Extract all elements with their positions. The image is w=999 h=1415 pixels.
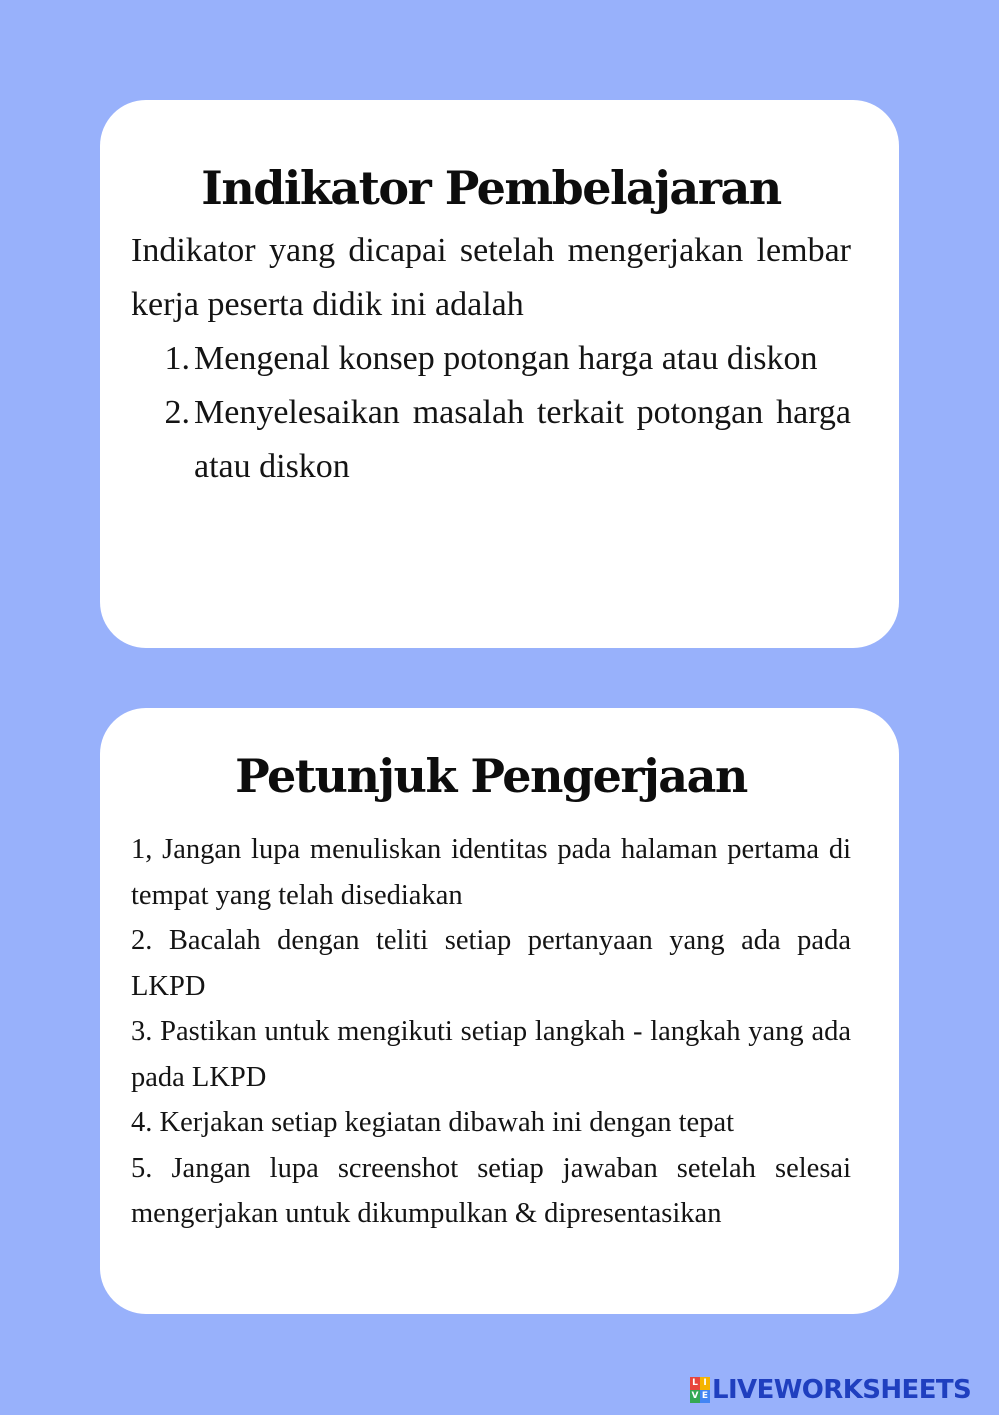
liveworksheets-logo-text: LIVEWORKSHEETS [712, 1375, 972, 1405]
logo-letter-e: E [701, 1391, 709, 1401]
indikator-item [131, 332, 851, 386]
logo-letter-v: V [691, 1391, 699, 1401]
indikator-item [131, 386, 851, 494]
petunjuk-steps [131, 827, 851, 1237]
logo-letter-l: L [690, 1377, 700, 1390]
indikator-intro: Indikator yang dicapai setelah mengerjakan lembar kerja peserta didik ini adalah [131, 232, 851, 323]
petunjuk-card [100, 708, 899, 1314]
petunjuk-step: 1, Jangan lupa menuliskan identitas pada halaman pertama di tempat yang telah disediakan [131, 834, 851, 911]
petunjuk-step: 4. Kerjakan setiap kegiatan dibawah ini dengan tepat [131, 1107, 735, 1138]
indikator-item-number: 1. [164, 340, 190, 377]
indikator-list [131, 332, 851, 494]
logo-letter-i: I [700, 1377, 710, 1390]
indikator-item-number: 2. [164, 394, 190, 431]
petunjuk-step: 2. Bacalah dengan teliti setiap pertanyaan yang ada pada LKPD [131, 925, 851, 1002]
petunjuk-step: 3. Pastikan untuk mengikuti setiap langkah - langkah yang ada pada LKPD [131, 1016, 851, 1093]
indikator-item-text: Mengenal konsep potongan harga atau diskon [194, 340, 818, 377]
liveworksheets-logo[interactable] [690, 1374, 971, 1406]
petunjuk-step: 5. Jangan lupa screenshot setiap jawaban setelah selesai mengerjakan untuk dikumpulkan & dipresentasikan [131, 1152, 851, 1229]
petunjuk-title: Petunjuk Pengerjaan [235, 749, 747, 803]
indikator-item-text: Menyelesaikan masalah terkait potongan harga atau diskon [194, 394, 851, 485]
indikator-title: Indikator Pembelajaran [201, 161, 781, 215]
indikator-card [100, 100, 899, 648]
liveworksheets-logo-icon [690, 1377, 710, 1403]
